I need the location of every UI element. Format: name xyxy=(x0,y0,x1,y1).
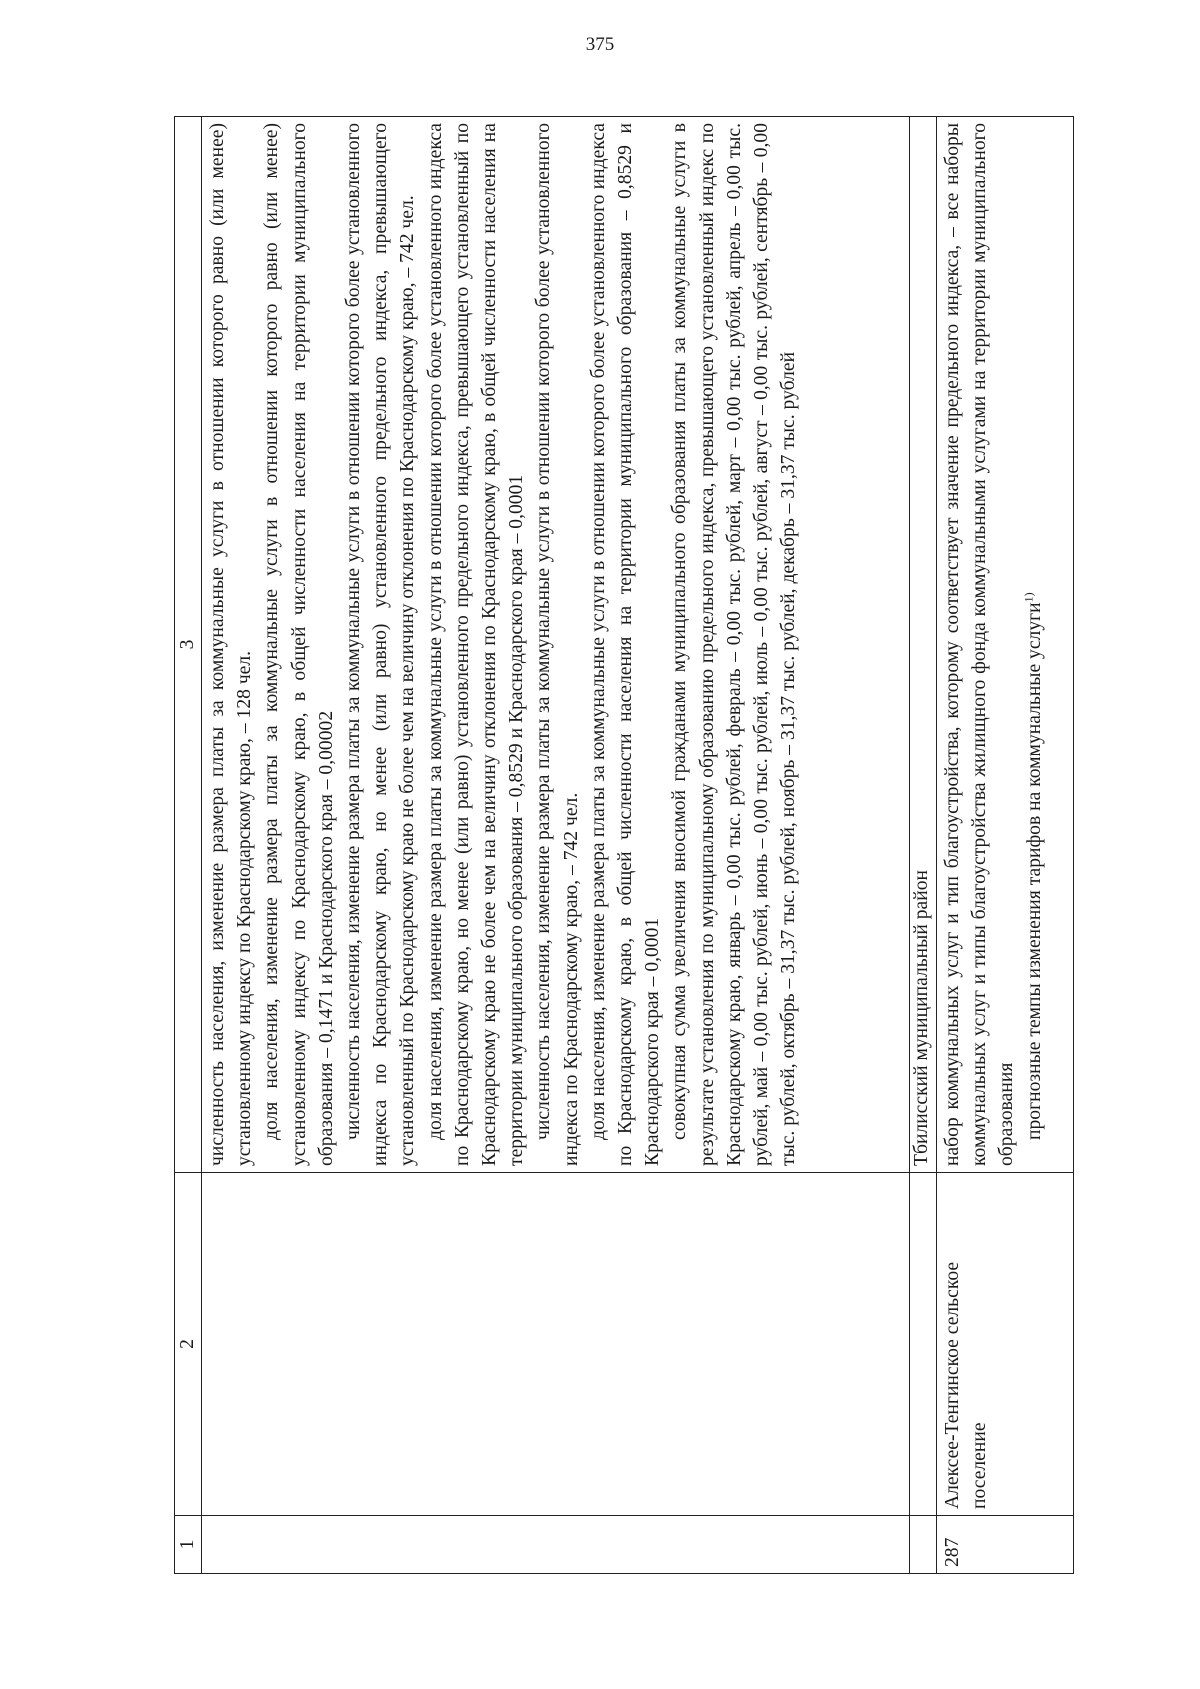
table-header-row xyxy=(175,117,202,1574)
rotated-table-container xyxy=(174,117,1074,1574)
indicator-text-cell xyxy=(202,117,910,1173)
municipality-name-cell: Алексее-Тенгинское сельское поселение xyxy=(937,1173,1074,1516)
municipality-name-cell xyxy=(202,1173,910,1516)
table-row-continuation xyxy=(202,117,910,1574)
header-col-3: 3 xyxy=(175,117,202,1173)
paragraph: доля населения, изменение размера платы за коммунальные услуги в отношении которого равно (или менее) установленному индексу по Краснодарскому краю, в общей численности населения на территории муниципального образования – 0,1471 и Краснодарского края – 0,00002 xyxy=(261,123,337,1166)
paragraph xyxy=(1021,123,1048,1166)
paragraph: совокупная сумма увеличения вносимой гражданами муниципального образования платы за коммунальные услуги в результате установления по муниципальному образованию предельного индекса, превышающего установленный индекс по Краснодарскому краю, январь – 0,00 тыс. рублей, февраль – 0,00 тыс. рублей, март – 0,00 тыс. рублей, апрель – 0,00 тыс. рублей, май – 0,00 тыс. рублей, июнь – 0,00 тыс. рублей, июль – 0,00 тыс. рублей, август – 0,00 тыс. рублей, сентябрь – 0,00 тыс. рублей, октябрь – 31,37 тыс. рублей, ноябрь – 31,37 тыс. рублей, декабрь – 31,37 тыс. рублей xyxy=(669,123,800,1166)
indicator-text-cell xyxy=(937,117,1074,1173)
paragraph: численность населения, изменение размера платы за коммунальные услуги в отношении которого равно (или менее) установленному индексу по Краснодарскому краю, – 128 чел. xyxy=(207,123,256,1166)
table-row-287 xyxy=(937,117,1074,1574)
district-name: Тбилисский муниципальный район xyxy=(910,117,937,1173)
header-col-2: 2 xyxy=(175,1173,202,1516)
district-empty-cell xyxy=(910,1173,937,1516)
paragraph: набор коммунальных услуг и тип благоустройства, которому соответствует значение предельного индекса, – все наборы коммунальных услуг и типы благоустройства жилищного фонда коммунальными услугами на территории муниципального образования xyxy=(942,123,1018,1166)
page-number: 375 xyxy=(585,34,615,55)
footnote-mark: 1) xyxy=(1021,592,1036,603)
data-table xyxy=(174,116,1074,1574)
paragraph-text: прогнозные темпы изменения тарифов на коммунальные услуги xyxy=(1023,602,1045,1140)
paragraph: численность населения, изменение размера платы за коммунальные услуги в отношении которого более установленного индекса по Краснодарскому краю, – 742 чел. xyxy=(533,123,582,1166)
row-number-cell: 287 xyxy=(937,1516,1074,1574)
paragraph: численность населения, изменение размера платы за коммунальные услуги в отношении которого более установленного индекса по Краснодарскому краю, но менее (или равно) установленного предельного индекса, превышающего установленный по Краснодарскому краю не более чем на величину отклонения по Краснодарскому краю, – 742 чел. xyxy=(343,123,419,1166)
header-col-1: 1 xyxy=(175,1516,202,1574)
district-row xyxy=(910,117,937,1574)
district-empty-cell xyxy=(910,1516,937,1574)
row-number-cell xyxy=(202,1516,910,1574)
paragraph: доля населения, изменение размера платы за коммунальные услуги в отношении которого более установленного индекса по Краснодарскому краю, но менее (или равно) установленного предельного индекса, превышающего установленный по Краснодарскому краю не более чем на величину отклонения по Краснодарскому краю, в общей численности населения на территории муниципального образования – 0,8529 и Краснодарского края – 0,0001 xyxy=(424,123,528,1166)
paragraph: доля населения, изменение размера платы за коммунальные услуги в отношении которого более установленного индекса по Краснодарскому краю, в общей численности населения на территории муниципального образования – 0,8529 и Краснодарского края – 0,0001 xyxy=(587,123,664,1166)
